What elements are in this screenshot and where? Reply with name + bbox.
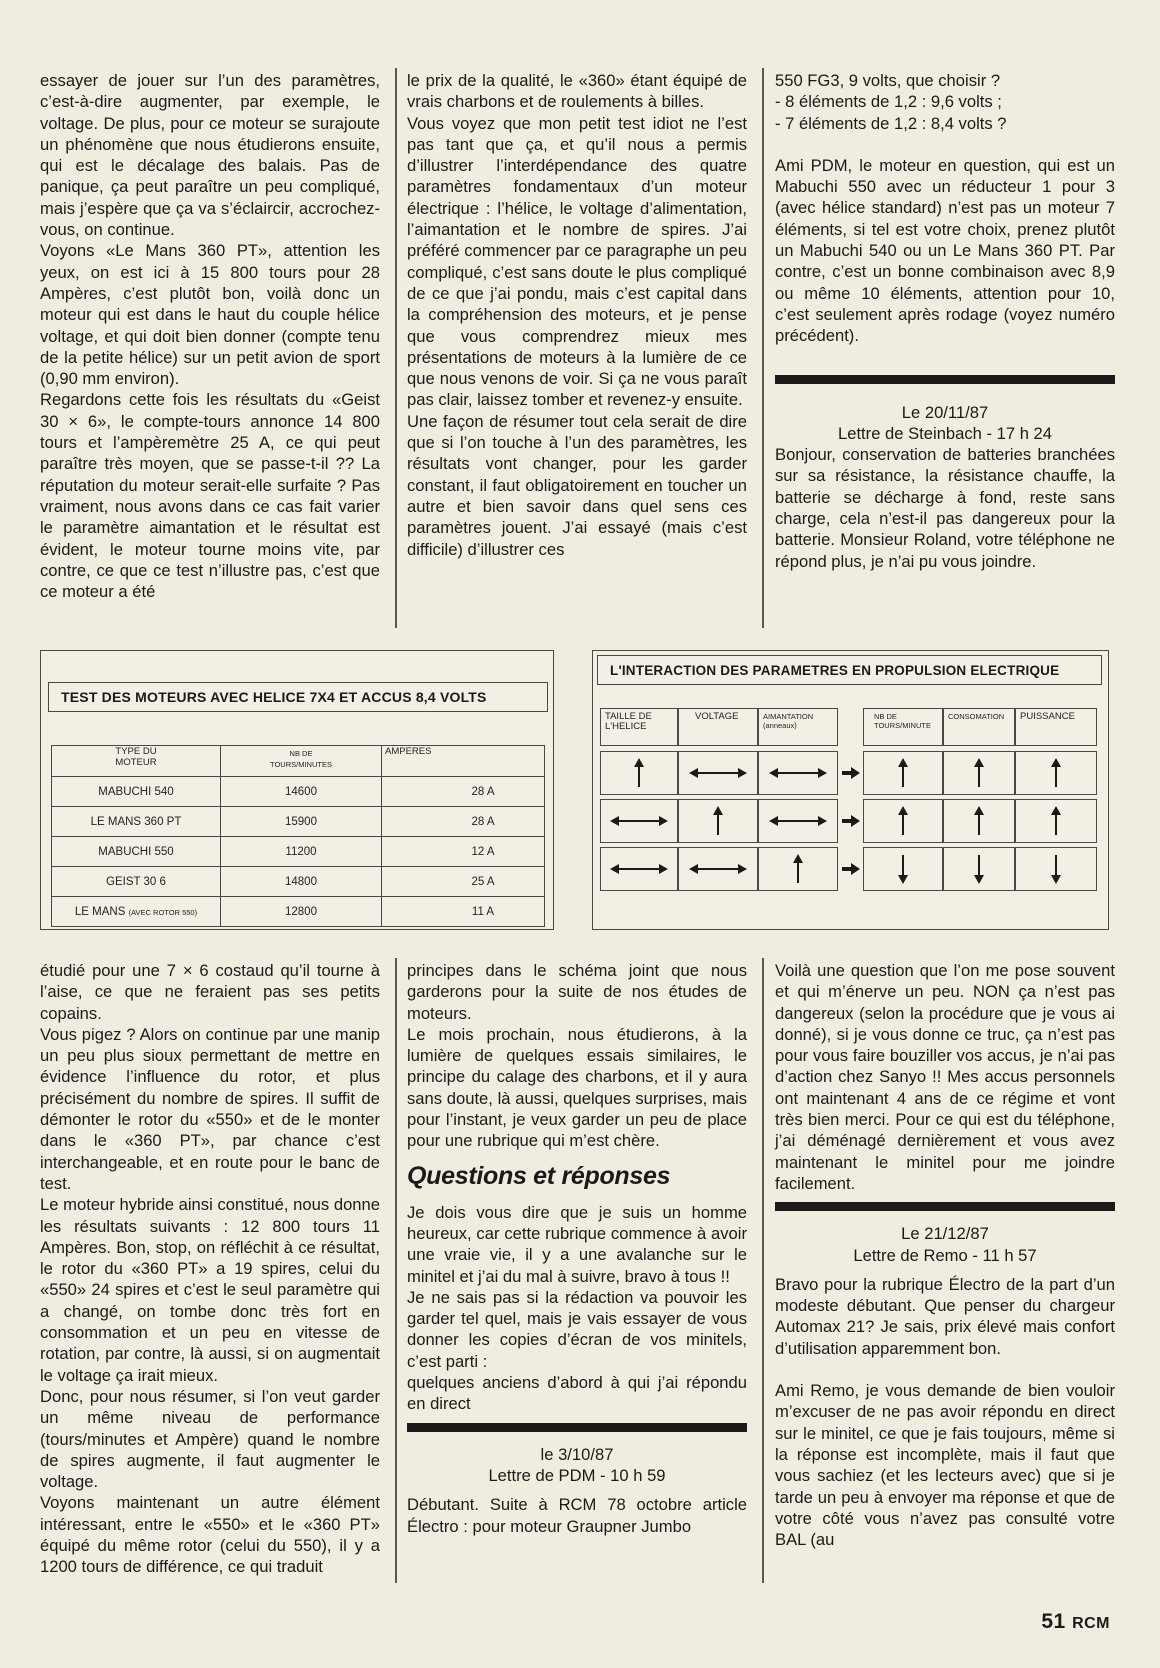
letter-sender: Lettre de PDM - 10 h 59 <box>488 1465 666 1485</box>
table-row <box>52 807 545 837</box>
table-cell-motor: MABUCHI 550 <box>52 837 221 867</box>
table-row <box>52 777 545 807</box>
letter-body: Bonjour, conservation de batteries branchées sur sa résistance, la résistance chauffe, la batterie se décharge à fond, reste sans charge, cela n’est-il pas dangereux pour la batterie. Monsieur Roland, votre téléphone ne répond plus, je n’ai pu vous joindre. <box>775 445 1115 571</box>
input-cell-up-arrow-icon <box>758 847 838 891</box>
letter-sender: Lettre de Steinbach - 17 h 24 <box>837 423 1053 443</box>
table-cell-rpm: 14800 <box>221 867 382 897</box>
table-cell-rpm: 15900 <box>221 807 382 837</box>
input-cell-up-arrow-icon <box>600 751 678 795</box>
table-cell-rpm: 12800 <box>221 897 382 927</box>
input-cell-constant-icon <box>758 751 838 795</box>
header-rpm: NB DE TOURS/MINUTE <box>863 708 943 746</box>
reader-question: - 8 éléments de 1,2 : 9,6 volts ; <box>775 92 1002 112</box>
interaction-diagram <box>592 650 1109 930</box>
table-row <box>52 837 545 867</box>
paragraph: essayer de jouer sur l’un des paramètres, c’est-à-dire augmenter, par exemple, le voltage. De plus, pour ce moteur se surajoute un phénomène que nous étudierons ensuite, qui est le décalage des balais. Pas de panique, ça peut paraître un peu compliqué, mais j’espère que ça va s’éclaircir, accrochez-vous, on continue. <box>40 71 380 240</box>
reader-question: - 7 éléments de 1,2 : 8,4 volts ? <box>775 113 1007 133</box>
column-divider <box>395 958 397 1583</box>
input-cell-constant-icon <box>678 847 758 891</box>
input-cell-constant-icon <box>600 847 678 891</box>
table-cell-motor: LE MANS 360 PT <box>52 807 221 837</box>
output-cell-down-arrow-icon <box>863 847 943 891</box>
table-cell-rpm: 11200 <box>221 837 382 867</box>
input-cell-constant-icon <box>678 751 758 795</box>
paragraph: le prix de la qualité, le «360» étant équipé de vrais charbons et de roulements à billes. <box>407 71 747 112</box>
motor-test-table <box>51 745 545 927</box>
table-header-rpm: NB DE TOURS/MINUTES <box>221 746 382 777</box>
table-cell-amps: 12 A <box>382 837 545 867</box>
answer-paragraph: Voilà une question que l’on me pose souvent et qui m’énerve un peu. NON ça n’est pas dangereux (selon la procédure que je vous ai donné), si je vous donne ce truc, ça n’est pas pour vous faire bouziller vos accus, je n’ai pas d’action chez Sanyo !! Mes accus personnels ont maintenant 4 ans de ce régime et vont très bien merci. Pour ce qui est du téléphone, j’ai déménagé dernièrement et vous avez maintenant le minitel pour me joindre facilement. <box>775 961 1115 1193</box>
output-cell-up-arrow-icon <box>1015 751 1097 795</box>
letter-date: le 3/10/87 <box>540 1444 614 1464</box>
paragraph: Voyons maintenant un autre élément intéressant, entre le «550» et le «360 PT» équipé du même rotor (celui du 550), il y a 1200 tours de différence, ce qui traduit <box>40 1493 380 1577</box>
paragraph: Je ne sais pas si la rédaction va pouvoir les garder tel quel, mais je vais essayer de vous donner les copies d’écran de vos minitels, c’est parti : <box>407 1287 747 1371</box>
letter-date: Le 21/12/87 <box>901 1224 989 1244</box>
paragraph: quelques anciens d’abord à qui j’ai répondu en direct <box>407 1373 747 1414</box>
answer-paragraph: Ami PDM, le moteur en question, qui est un Mabuchi 550 avec un réducteur 1 pour 3 (avec hélice standard) n’est pas un moteur 7 éléments, si tel est votre choix, prenez plutôt un Mabuchi 540 ou un Le Mans 360 PT. Par contre, c’est un bonne combinaison avec 8,9 ou même 10 éléments, attention pour 10, c’est seulement après rodage (voyez numéro précédent). <box>775 155 1115 346</box>
letter-body: Débutant. Suite à RCM 78 octobre article Électro : pour moteur Graupner Jumbo <box>407 1495 747 1536</box>
column-bottom-left <box>40 960 380 1578</box>
reader-question: 550 FG3, 9 volts, que choisir ? <box>775 71 1001 90</box>
letter-date: Le 20/11/87 <box>901 402 989 422</box>
input-cell-constant-icon <box>600 799 678 843</box>
header-voltage: VOLTAGE <box>678 708 758 746</box>
input-cell-constant-icon <box>758 799 838 843</box>
table-cell-amps: 28 A <box>382 807 545 837</box>
header-power: PUISSANCE <box>1015 708 1097 746</box>
table-cell-motor: GEIST 30 6 <box>52 867 221 897</box>
output-cell-down-arrow-icon <box>1015 847 1097 891</box>
column-divider <box>395 68 397 628</box>
paragraph: Vous voyez que mon petit test idiot ne l’est pas tant que ça, et qu’il nous a permis d’illustrer l’interdépendance des quatre paramètres fondamentaux d’un moteur électrique : l’hélice, le voltage d’alimentation, l’aimantation et le nombre de spires. J’ai préféré commencer par ce paragraphe un peu compliqué, c’est sans doute le plus compliqué de ce que j’ai pondu, mais c’est capital dans la compréhension des moteurs, et je pense que vous comprendrez mieux mes présentations de moteurs à la lumière de ce que nous venons de voir. Si ça ne vous paraît pas clair, laissez tomber et revenez-y ensuite. <box>407 113 747 410</box>
output-cell-up-arrow-icon <box>863 751 943 795</box>
header-magnetisation: AIMANTATION (anneaux) <box>758 708 838 746</box>
table-cell-amps: 28 A <box>382 777 545 807</box>
table-cell-rpm: 14600 <box>221 777 382 807</box>
paragraph: Voyons «Le Mans 360 PT», attention les yeux, on est ici à 15 800 tours pour 28 Ampères, c’est plutôt bon, voilà donc un moteur qui est dans le haut du couple hélice voltage, et qui doit bien donner (compte tenu de la petite hélice) sur un petit avion de sport (0,90 mm environ). <box>40 241 380 389</box>
table-cell-motor: LE MANS (AVEC ROTOR 550) <box>52 897 221 927</box>
column-divider <box>762 958 764 1583</box>
result-arrow-icon <box>841 751 861 795</box>
column-divider <box>762 68 764 628</box>
paragraph: étudié pour une 7 × 6 costaud qu’il tourne à l’aise, ce que ne feraient pas ses petits copains. <box>40 961 380 1023</box>
output-cell-up-arrow-icon <box>863 799 943 843</box>
separator-rule <box>407 1423 747 1432</box>
answer-paragraph: Ami Remo, je vous demande de bien vouloir m’excuser de ne pas avoir répondu en direct sur le minitel, ce que je fais toujours, même si la réponse est incomplète, mais il faut que vous sachiez (et les lecteurs avec) que si je tarde un peu à envoyer ma réponse et que de votre côté vous n’avez pas consulté votre BAL (au <box>775 1381 1115 1550</box>
output-cell-up-arrow-icon <box>943 751 1015 795</box>
result-arrow-icon <box>841 847 861 891</box>
table-header-type: TYPE DU MOTEUR <box>52 746 221 777</box>
header-propeller-size: TAILLE DE L'HELICE <box>600 708 678 746</box>
table-cell-motor: MABUCHI 540 <box>52 777 221 807</box>
column-top-middle <box>407 70 747 560</box>
column-bottom-right <box>775 960 1115 1550</box>
table-title: TEST DES MOTEURS AVEC HELICE 7X4 ET ACCUS 8,4 VOLTS <box>48 682 548 712</box>
table-header-amps: AMPERES <box>382 746 545 777</box>
paragraph: Une façon de résumer tout cela serait de dire que si l’on touche à l’un des paramètres, les résultats vont changer, pour les garder constant, il faut obligatoirement en toucher un autre et bien savoir dans quel sens ces paramètres jouent. J’ai essayé (mais c’est difficile) d’illustrer ces <box>407 411 747 559</box>
output-cell-up-arrow-icon <box>943 799 1015 843</box>
page-number: 51 <box>1041 1610 1066 1633</box>
header-consumption: CONSOMATION <box>943 708 1015 746</box>
table-cell-note: (AVEC ROTOR 550) <box>128 907 198 917</box>
table-row <box>52 897 545 927</box>
column-top-right <box>775 70 1115 572</box>
separator-rule <box>775 1202 1115 1211</box>
output-cell-up-arrow-icon <box>1015 799 1097 843</box>
section-heading: Questions et réponses <box>407 1161 671 1190</box>
table-cell-amps: 11 A <box>382 897 545 927</box>
page-footer <box>1041 1610 1110 1634</box>
diagram-title: L'INTERACTION DES PARAMETRES EN PROPULSION ELECTRIQUE <box>597 655 1102 685</box>
paragraph: Regardons cette fois les résultats du «Geist 30 × 6», le compte-tours annonce 14 800 tours et l’ampèremètre 25 A, ce qui peut paraître très moyen, que se passe-t-il ?? La réputation du moteur serait-elle surfaite ? Pas vraiment, nous avons dans ce cas fait varier le paramètre aimantation et le résultat est évident, le moteur tourne moins vite, par contre, ce que ce test n’illustre pas, c’est que ce moteur a été <box>40 390 380 602</box>
column-top-left <box>40 70 380 602</box>
letter-body: Bravo pour la rubrique Électro de la part d’un modeste débutant. Que penser du chargeur Automax 21? Je sais, prix élevé mais confort d’utilisation apparemment bon. <box>775 1274 1115 1358</box>
table-row <box>52 867 545 897</box>
result-arrow-icon <box>841 799 861 843</box>
paragraph: Donc, pour nous résumer, si l’on veut garder un même niveau de performance (tours/minutes et Ampère) quand le nombre de spires augmente, il faut augmenter le voltage. <box>40 1386 380 1492</box>
header-magnetisation-sub: (anneaux) <box>763 721 797 730</box>
separator-rule <box>775 375 1115 384</box>
paragraph: Le moteur hybride ainsi constitué, nous donne les résultats suivants : 12 800 tours 11 Ampères. Bon, stop, on réfléchit à ce résultat, le rotor du «360 PT» a 19 spires, celui du «550» 24 spires et c’est le seul paramètre qui a changé, on tombe donc très fort en consommation et un peu en vitesse de rotation, par contre, là aussi, si on augmentait le voltage ça irait mieux. <box>40 1195 380 1385</box>
paragraph: Le mois prochain, nous étudierons, à la lumière de quelques essais similaires, le principe du calage des charbons, et il y aura sans doute, là aussi, quelques surprises, mais pour l’instant, je veux garder un peu de place pour une rubrique qui m’est chère. <box>407 1024 747 1151</box>
letter-sender: Lettre de Remo - 11 h 57 <box>853 1245 1037 1265</box>
output-cell-down-arrow-icon <box>943 847 1015 891</box>
table-cell-amps: 25 A <box>382 867 545 897</box>
magazine-name: RCM <box>1072 1615 1110 1632</box>
paragraph: Je dois vous dire que je suis un homme heureux, car cette rubrique commence à avoir une vraie vie, il y a une avalanche sur le minitel et j’ai du mal à suivre, bravo à tous !! <box>407 1202 747 1286</box>
input-cell-up-arrow-icon <box>678 799 758 843</box>
paragraph: principes dans le schéma joint que nous garderons pour la suite de nos études de moteurs. <box>407 961 747 1023</box>
motor-test-table-figure <box>40 650 554 930</box>
column-bottom-middle <box>407 960 747 1537</box>
paragraph: Vous pigez ? Alors on continue par une manip un peu plus sioux permettant de mettre en évidence l’influence du rotor, et plus précisément du nombre de spires. Il suffit de démonter le rotor du «550» et de le monter dans le «360 PT», par chance c’est interchangeable, et en route pour le banc de test. <box>40 1024 380 1193</box>
